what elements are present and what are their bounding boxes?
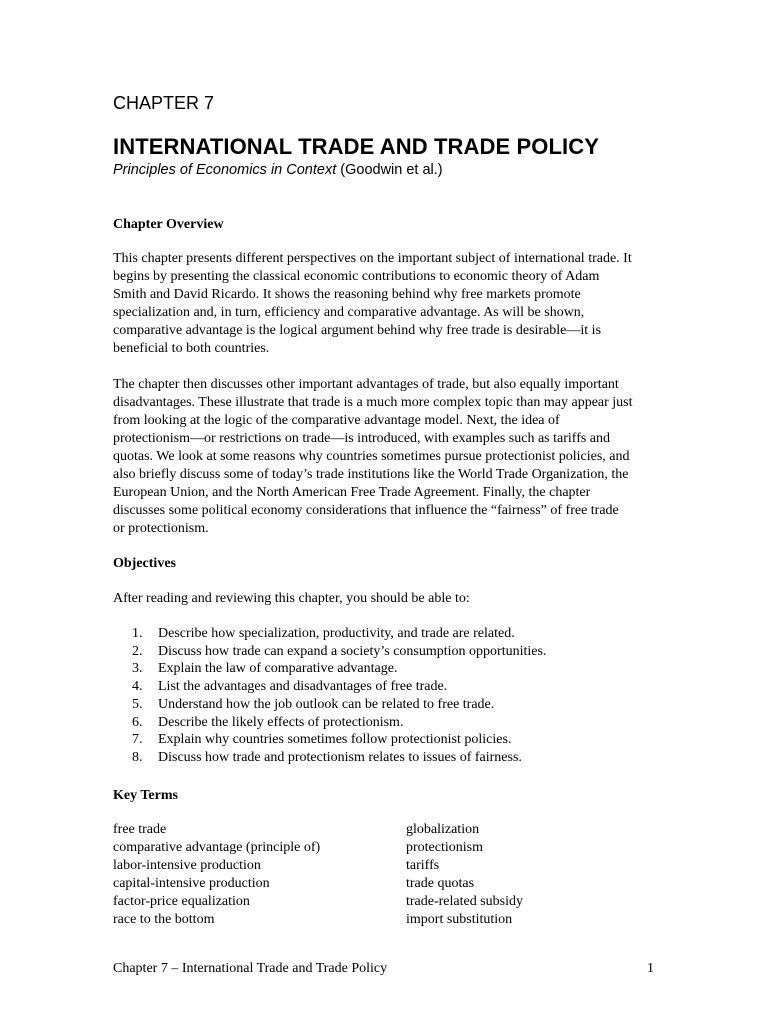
- overview-paragraph-1: This chapter presents different perspectives on the important subject of international trade. It begins by presenting the classical economic contributions to economic theory of Adam Smith and David Ricardo. It shows the reasoning behind why free markets promote specialization and, in turn, efficiency and comparative advantage. As will be shown, comparative advantage is the logical argument behind why free trade is desirable—it is beneficial to both countries.: [113, 251, 632, 356]
- objective-text: Explain the law of comparative advantage.: [158, 661, 398, 677]
- key-term: trade-related subsidy: [406, 894, 524, 909]
- objective-item: [113, 660, 546, 678]
- objective-item: [113, 714, 546, 732]
- page-number: 1: [647, 961, 654, 976]
- objective-number: 8.: [132, 749, 143, 765]
- objective-text: Describe the likely effects of protectionism.: [158, 714, 404, 730]
- objectives-intro: After reading and reviewing this chapter, you should be able to:: [113, 591, 470, 606]
- chapter-label: CHAPTER 7: [113, 93, 215, 113]
- key-term: globalization: [406, 822, 480, 837]
- key-term: tariffs: [406, 858, 440, 873]
- objective-text: Explain why countries sometimes follow protectionist policies.: [158, 732, 512, 748]
- objective-number: 4.: [132, 679, 143, 695]
- key-term: factor-price equalization: [113, 894, 250, 909]
- key-term: comparative advantage (principle of): [113, 840, 321, 855]
- book-citation: [113, 161, 443, 179]
- page-footer-title: Chapter 7 – International Trade and Trade Policy: [113, 961, 388, 976]
- key-term: import substitution: [406, 912, 513, 927]
- objective-item: [113, 625, 546, 643]
- objective-number: 6.: [132, 714, 143, 730]
- overview-heading: Chapter Overview: [113, 217, 224, 232]
- objective-item: [113, 696, 546, 714]
- objective-number: 2.: [132, 643, 143, 659]
- objective-item: [113, 731, 546, 749]
- objectives-list: [113, 625, 546, 767]
- key-term: trade quotas: [406, 876, 475, 891]
- objective-text: Describe how specialization, productivity, and trade are related.: [158, 626, 515, 641]
- objective-number: 5.: [132, 696, 143, 712]
- objective-text: Understand how the job outlook can be related to free trade.: [158, 696, 495, 712]
- key-terms-left-column: [113, 821, 320, 929]
- key-terms-heading: Key Terms: [113, 788, 178, 803]
- key-term: race to the bottom: [113, 912, 215, 927]
- key-term: protectionism: [406, 840, 483, 855]
- key-terms-right-column: [406, 821, 523, 929]
- objective-number: 7.: [132, 732, 143, 748]
- objective-item: [113, 643, 546, 661]
- key-term: free trade: [113, 822, 167, 837]
- objective-item: [113, 749, 546, 767]
- book-authors: (Goodwin et al.): [336, 162, 443, 178]
- objectives-heading: Objectives: [113, 556, 176, 571]
- objective-number: 3.: [132, 661, 143, 677]
- book-title: Principles of Economics in Context: [113, 162, 337, 178]
- overview-paragraph-2: The chapter then discusses other important advantages of trade, but also equally important disadvantages. These illustrate that trade is a much more complex topic than may appear just from looking at the logic of the comparative advantage model. Next, the idea of protectionism—or restrictions on trade—is introduced, with examples such as tariffs and quotas. We look at some reasons why countries sometimes pursue protectionist policies, and also briefly discuss some of today’s trade institutions like the World Trade Organization, the European Union, and the North American Free Trade Agreement. Finally, the chapter discusses some political economy considerations that influence the “fairness” of free trade or protectionism.: [113, 377, 633, 536]
- key-term: capital-intensive production: [113, 876, 270, 891]
- chapter-title: INTERNATIONAL TRADE AND TRADE POLICY: [113, 134, 599, 159]
- objective-item: [113, 678, 546, 696]
- objective-text: List the advantages and disadvantages of free trade.: [158, 679, 448, 695]
- objective-text: Discuss how trade can expand a society’s consumption opportunities.: [158, 643, 547, 659]
- objective-text: Discuss how trade and protectionism relates to issues of fairness.: [158, 749, 522, 765]
- objective-number: 1.: [132, 626, 143, 641]
- key-term: labor-intensive production: [113, 858, 261, 873]
